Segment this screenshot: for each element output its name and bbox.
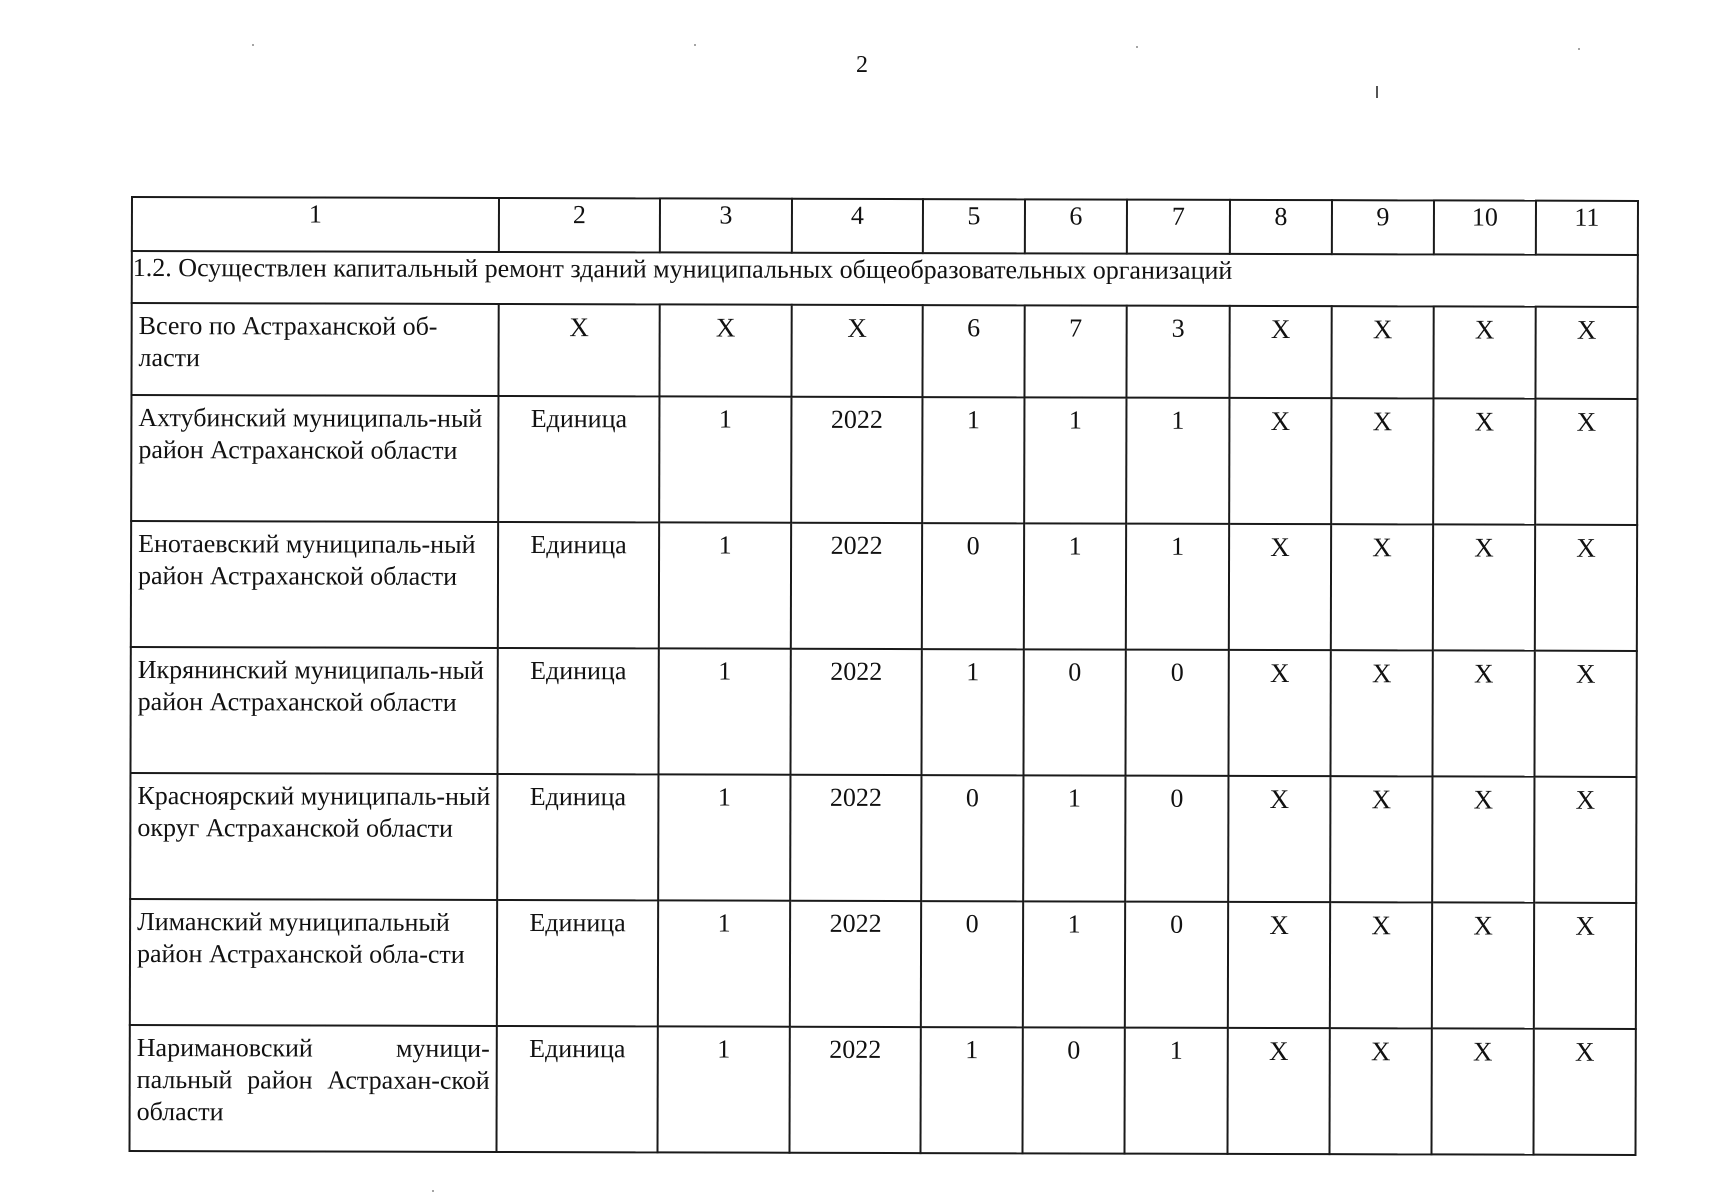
column-number-row <box>132 197 1638 255</box>
value-cell: 2022 <box>789 1027 920 1153</box>
column-number: 9 <box>1332 200 1434 254</box>
document-table <box>128 196 1638 1156</box>
value-cell: 1 <box>920 1027 1022 1153</box>
table-row <box>130 899 1636 1029</box>
value-cell: Х <box>1228 650 1330 776</box>
territory-name: Лиманский муниципальный район Астраханской обла-сти <box>130 899 497 1026</box>
value-cell: Х <box>1228 776 1330 902</box>
unit-cell: Единица <box>497 648 658 774</box>
column-number: 8 <box>1230 200 1332 254</box>
value-cell: 1 <box>1126 524 1229 650</box>
value-cell: 1 <box>659 396 791 522</box>
value-cell: Х <box>1534 777 1636 903</box>
value-cell: Х <box>1535 525 1637 651</box>
value-cell: 2022 <box>790 775 921 901</box>
value-cell: 1 <box>1023 901 1125 1027</box>
value-cell: 7 <box>1024 305 1126 397</box>
column-number: 3 <box>660 198 792 252</box>
value-cell: 0 <box>922 523 1024 649</box>
value-cell: Х <box>1535 307 1637 399</box>
value-cell: 1 <box>1024 397 1126 523</box>
value-cell: Х <box>1329 1028 1431 1154</box>
scan-speck <box>1578 48 1580 50</box>
value-cell: 0 <box>1022 1027 1124 1153</box>
value-cell: 1 <box>658 774 790 900</box>
value-cell: Х <box>1229 398 1331 524</box>
value-cell: 1 <box>922 397 1024 523</box>
value-cell: 0 <box>921 775 1023 901</box>
value-cell: Х <box>1433 306 1535 398</box>
scan-speck <box>432 1190 434 1192</box>
value-cell: Х <box>1331 524 1433 650</box>
territory-name: Всего по Астраханской об-ласти <box>131 303 498 396</box>
scan-speck <box>252 44 254 46</box>
column-number: 1 <box>132 197 499 252</box>
unit-cell: Х <box>498 304 659 396</box>
column-number: 2 <box>499 198 660 252</box>
value-cell: Х <box>1535 399 1637 525</box>
column-number: 7 <box>1127 200 1230 254</box>
section-title: 1.2. Осуществлен капитальный ремонт зданий муниципальных общеобразовательных организаций <box>132 251 1638 307</box>
value-cell: Х <box>1431 1028 1533 1154</box>
table-row <box>131 395 1637 525</box>
value-cell: 1 <box>1124 1028 1227 1154</box>
scan-speck <box>1136 46 1138 48</box>
table-row <box>131 303 1637 399</box>
column-number: 11 <box>1536 201 1638 255</box>
unit-cell: Единица <box>498 396 659 522</box>
column-number: 4 <box>792 199 923 253</box>
value-cell: 3 <box>1126 306 1229 398</box>
unit-cell: Единица <box>497 774 658 900</box>
scan-speck <box>1376 86 1378 98</box>
unit-cell: Единица <box>497 900 658 1026</box>
document-table-wrapper <box>128 196 1636 1156</box>
value-cell: Х <box>1433 524 1535 650</box>
value-cell: Х <box>1432 902 1534 1028</box>
value-cell: 1 <box>1023 775 1125 901</box>
value-cell: 1 <box>658 648 790 774</box>
value-cell: Х <box>791 305 922 397</box>
value-cell: 1 <box>1126 398 1229 524</box>
value-cell: Х <box>1533 1029 1635 1155</box>
table-row <box>130 647 1636 777</box>
value-cell: Х <box>1534 651 1636 777</box>
value-cell: Х <box>1330 650 1432 776</box>
value-cell: Х <box>1432 650 1534 776</box>
value-cell: 0 <box>1125 650 1228 776</box>
value-cell: Х <box>1227 1028 1329 1154</box>
column-number: 6 <box>1025 199 1127 253</box>
value-cell: 0 <box>921 901 1023 1027</box>
value-cell: 2022 <box>790 901 921 1027</box>
value-cell: 0 <box>1125 902 1228 1028</box>
table-row <box>129 1025 1635 1155</box>
unit-cell: Единица <box>496 1026 657 1152</box>
value-cell: Х <box>1228 902 1330 1028</box>
value-cell: Х <box>1534 903 1636 1029</box>
value-cell: 2022 <box>791 397 922 523</box>
value-cell: 1 <box>658 900 790 1026</box>
value-cell: Х <box>1432 776 1534 902</box>
value-cell: 2022 <box>790 649 921 775</box>
value-cell: 1 <box>657 1026 789 1152</box>
scan-speck <box>694 44 696 46</box>
value-cell: Х <box>1433 398 1535 524</box>
value-cell: Х <box>1330 902 1432 1028</box>
territory-name: Ахтубинский муниципаль-ный район Астраханской области <box>131 395 498 522</box>
column-number: 10 <box>1434 200 1536 254</box>
page-number: 2 <box>856 52 868 78</box>
value-cell: 0 <box>1125 776 1228 902</box>
territory-name: Красноярский муниципаль-ный округ Астраханской области <box>130 773 497 900</box>
value-cell: 0 <box>1023 649 1125 775</box>
column-number: 5 <box>923 199 1025 253</box>
value-cell: 6 <box>922 305 1024 397</box>
value-cell: 1 <box>659 522 791 648</box>
value-cell: 2022 <box>791 523 922 649</box>
territory-name: Енотаевский муниципаль-ный район Астраханской области <box>131 521 498 648</box>
value-cell: Х <box>1331 398 1433 524</box>
territory-name: Икрянинский муниципаль-ный район Астраханской области <box>130 647 497 774</box>
unit-cell: Единица <box>498 522 659 648</box>
value-cell: 1 <box>921 649 1023 775</box>
table-row <box>130 773 1636 903</box>
territory-name: Наримановский муници-пальный район Астрахан-ской области <box>129 1025 496 1152</box>
value-cell: Х <box>1331 306 1433 398</box>
section-title-row <box>132 251 1638 307</box>
value-cell: Х <box>1229 306 1331 398</box>
value-cell: 1 <box>1024 523 1126 649</box>
value-cell: Х <box>1330 776 1432 902</box>
value-cell: Х <box>1229 524 1331 650</box>
value-cell: Х <box>659 304 791 396</box>
table-row <box>131 521 1637 651</box>
